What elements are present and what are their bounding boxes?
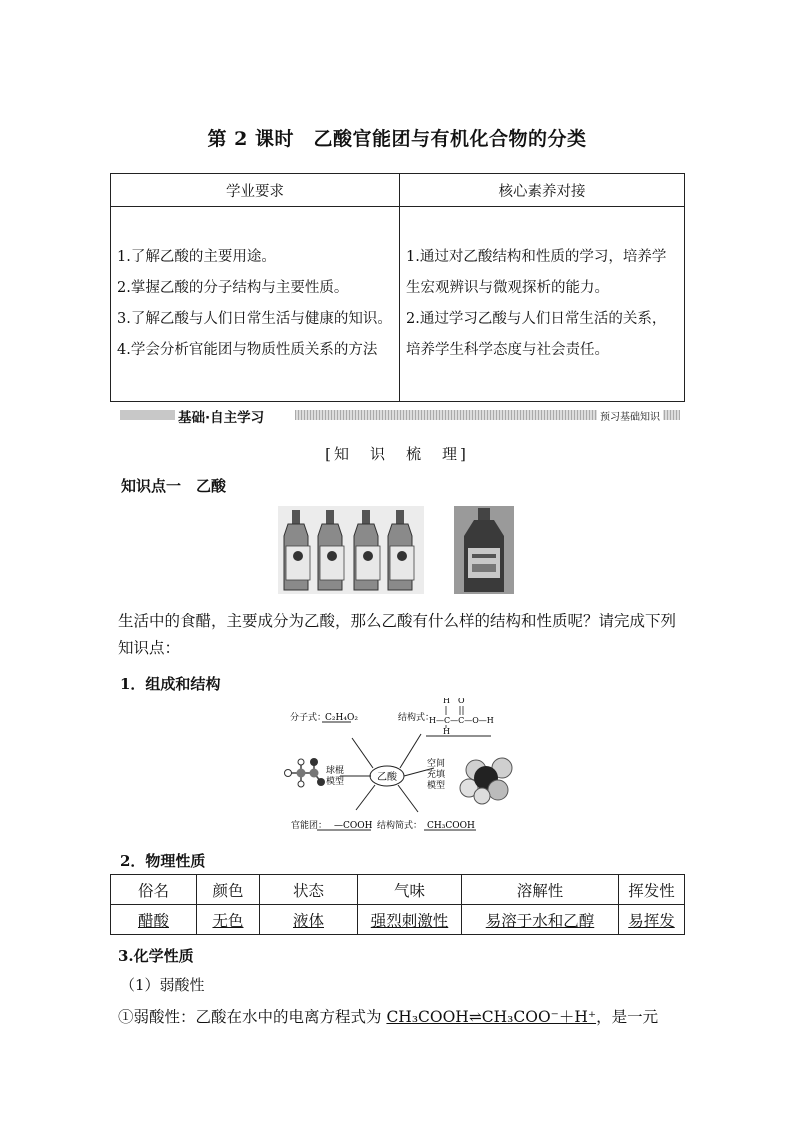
knowledge-point-title: 知识点一 乙酸 — [121, 477, 227, 495]
mf-label: 分子式： — [290, 713, 327, 723]
phys-header-color: 颜色 — [197, 875, 260, 905]
req-left-item: 1.了解乙酸的主要用途。 — [117, 249, 276, 265]
struct-o-top: O — [458, 698, 465, 705]
struct-row: H—C—C—O—H — [429, 716, 494, 725]
eq-suffix: ，是一元 — [596, 1008, 659, 1026]
req-left-cell — [111, 207, 400, 402]
req-right-item: 1.通过对乙酸结构和性质的学习，培养学生宏观辨识与微观探析的能力。 — [406, 249, 667, 296]
req-left-item: 3.了解乙酸与人们日常生活与健康的知识。 — [117, 311, 392, 327]
section-band — [120, 407, 683, 424]
page-title: 第 2 课时 乙酸官能团与有机化合物的分类 — [207, 128, 587, 150]
phys-value-volatility: 易挥发 — [628, 911, 675, 930]
knowledge-title: [知 识 梳 理] — [325, 445, 469, 463]
ball-stick-label-1: 球棍 — [326, 766, 345, 776]
phys-value-state: 液体 — [292, 911, 324, 930]
req-left-item: 2.掌握乙酸的分子结构与主要性质。 — [117, 280, 349, 296]
struct-h-top: H — [443, 698, 450, 705]
heading-chemical-properties: 3.化学性质 — [118, 947, 194, 965]
subheading-weak-acidity: （1）弱酸性 — [120, 976, 205, 994]
phys-header-solubility: 溶解性 — [462, 875, 619, 905]
heading-composition: 1．组成和结构 — [120, 675, 221, 693]
band-bar-left — [120, 410, 175, 420]
requirements-table — [110, 173, 685, 402]
space-fill-label-3: 模型 — [427, 781, 446, 791]
phys-header-odor: 气味 — [358, 875, 462, 905]
acetic-acid-structure-diagram — [276, 698, 526, 838]
phys-value-name: 醋酸 — [137, 911, 169, 930]
section-right-label: 预习基础知识 — [597, 408, 663, 423]
phys-value-solubility: 易溶于水和乙醇 — [485, 911, 595, 930]
phys-value-odor: 强烈刺激性 — [370, 911, 449, 930]
phys-value-color: 无色 — [212, 911, 244, 930]
fg-value: —COOH — [334, 821, 373, 831]
section-label: 基础·自主学习 — [178, 410, 265, 426]
physical-properties-table — [110, 874, 685, 935]
intro-paragraph: 生活中的食醋，主要成分为乙酸，那么乙酸有什么样的结构和性质呢？请完成下列知识点： — [118, 612, 677, 657]
space-fill-label-2: 充填 — [427, 770, 446, 780]
req-header-left: 学业要求 — [111, 174, 400, 207]
ss-label: 结构简式： — [377, 821, 423, 831]
space-filling-model-icon — [460, 758, 512, 804]
eq-formula: CH₃COOH⇌CH₃COO⁻＋H⁺ — [386, 1008, 597, 1026]
req-right-item: 2.通过学习乙酸与人们日常生活的关系，培养学生科学态度与社会责任。 — [406, 311, 667, 358]
req-right-cell — [400, 207, 685, 402]
heading-physical-properties: 2．物理性质 — [120, 852, 206, 870]
space-fill-label-1: 空间 — [427, 759, 446, 769]
sf-label: 结构式： — [398, 713, 435, 723]
struct-h-bottom: H — [443, 727, 450, 736]
phys-header-name: 俗名 — [111, 875, 197, 905]
acetic-acid-bottle-photo — [454, 506, 514, 594]
ball-stick-model-icon — [285, 758, 326, 787]
req-left-item: 4.学会分析官能团与物质性质关系的方法 — [117, 342, 378, 358]
phys-header-volatility: 挥发性 — [619, 875, 685, 905]
req-header-right: 核心素养对接 — [400, 174, 685, 207]
ball-stick-label-2: 模型 — [326, 777, 345, 787]
eq-prefix: ①弱酸性：乙酸在水中的电离方程式为 — [118, 1008, 387, 1026]
ionization-equation-line — [118, 1005, 688, 1027]
ss-value: CH₃COOH — [427, 821, 475, 831]
phys-header-state: 状态 — [260, 875, 358, 905]
vinegar-bottles-photo — [278, 506, 424, 594]
diagram-center-label: 乙酸 — [377, 772, 397, 783]
mf-value: C₂H₄O₂ — [325, 713, 358, 723]
fg-label: 官能团： — [291, 821, 328, 831]
